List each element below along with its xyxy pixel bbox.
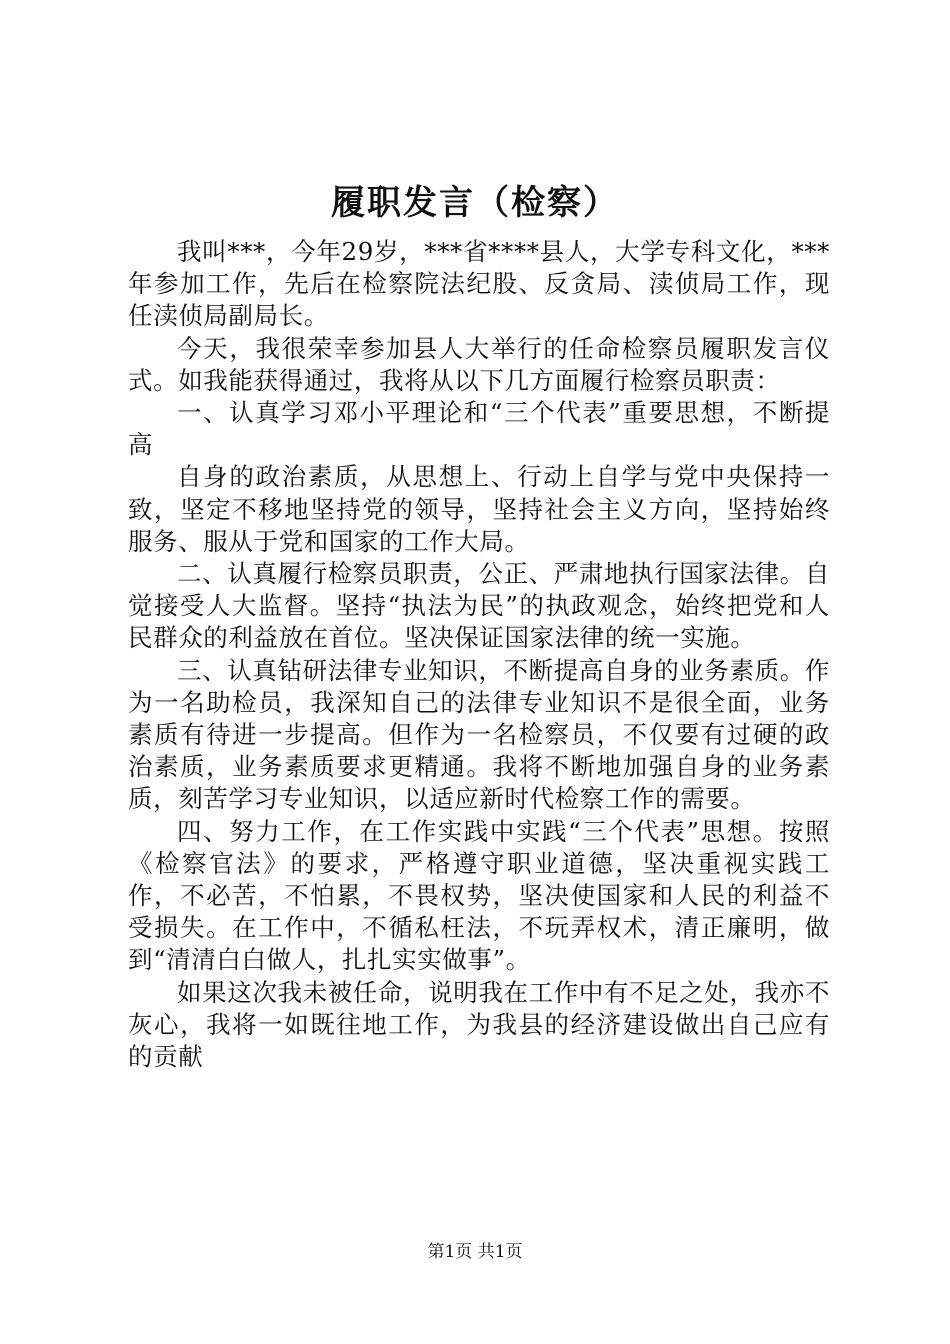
paragraph-closing: 如果这次我未被任命，说明我在工作中有不足之处，我亦不灰心，我将一如既往地工作，为我县的经济建设做出自己应有的贡献 [128,977,830,1072]
paragraph-point-three: 三、认真钻研法律专业知识，不断提高自身的业务素质。作为一名助检员，我深知自己的法律专业知识不是很全面，业务素质有待进一步提高。但作为一名检察员，不仅要有过硬的政治素质，业务素质要求更精通。我将不断地加强自身的业务素质，刻苦学习专业知识，以适应新时代检察工作的需要。 [128,655,830,814]
document-title: 履职发言（检察） [331,183,619,223]
paragraph-point-two: 二、认真履行检察员职责，公正、严肃地执行国家法律。自觉接受人大监督。坚持“执法为民”的执政观念，始终把党和人民群众的利益放在首位。坚决保证国家法律的统一实施。 [128,559,830,653]
paragraph-point-one: 一、认真学习邓小平理论和“三个代表”重要思想，不断提高 [128,398,830,460]
page-number-footer: 第1页 共1页 [427,1242,523,1262]
document-body [128,236,830,1073]
paragraph-point-one-cont: 自身的政治素质，从思想上、行动上自学与党中央保持一致，坚定不移地坚持党的领导，坚持社会主义方向，坚持始终服务、服从于党和国家的工作大局。 [128,462,830,556]
paragraph-point-four: 四、努力工作，在工作实践中实践“三个代表”思想。按照《检察官法》的要求，严格遵守职业道德，坚决重视实践工作，不必苦，不怕累，不畏权势，坚决使国家和人民的利益不受损失。在工作中，不循私枉法，不玩弄权术，清正廉明，做到“清清白白做人，扎扎实实做事”。 [128,816,830,975]
paragraph-opening: 今天，我很荣幸参加县人大举行的任命检察员履职发言仪式。如我能获得通过，我将从以下几方面履行检察员职责： [128,333,830,395]
paragraph-intro: 我叫***，今年29岁，***省****县人，大学专科文化，***年参加工作，先后在检察院法纪股、反贪局、渎侦局工作，现任渎侦局副局长。 [128,237,830,331]
